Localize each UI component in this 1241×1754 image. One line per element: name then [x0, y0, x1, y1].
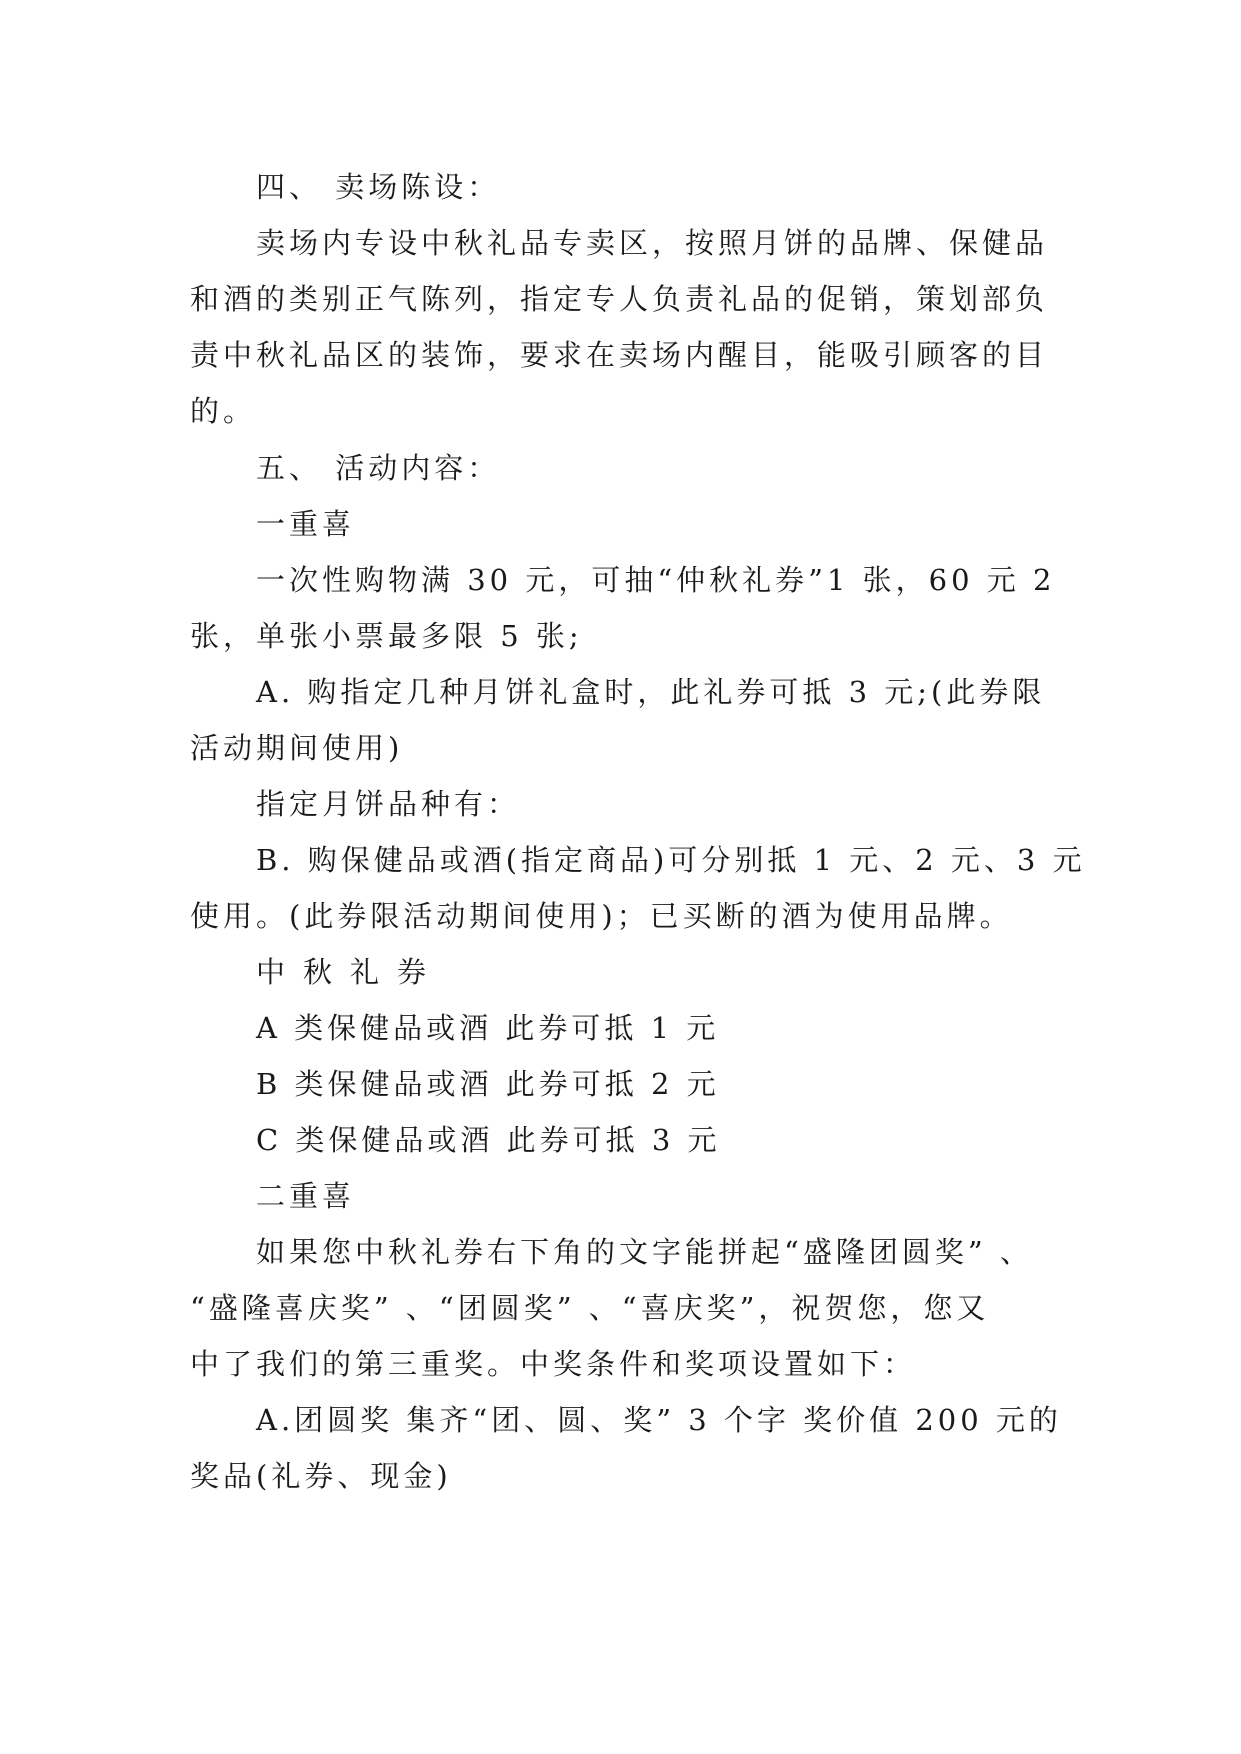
- section-heading-display: 四、 卖场陈设：: [256, 170, 501, 204]
- paragraph-line: 张，单张小票最多限 5 张;: [190, 619, 583, 653]
- paragraph-line: 和酒的类别正气陈列，指定专人负责礼品的促销，策划部负: [190, 282, 1049, 316]
- coupon-line-b: B 类保健品或酒 此券可抵 2 元: [256, 1067, 720, 1101]
- paragraph-line: 奖品(礼券、现金): [190, 1459, 452, 1493]
- paragraph-line: 的。: [190, 394, 257, 428]
- coupon-line-c: C 类保健品或酒 此券可抵 3 元: [256, 1123, 721, 1157]
- coupon-title: 中秋礼券: [256, 955, 445, 989]
- paragraph-line: “盛隆喜庆奖” 、“团圆奖” 、“喜庆奖”，祝贺您，您又: [190, 1291, 990, 1325]
- paragraph-line: 中了我们的第三重奖。中奖条件和奖项设置如下：: [190, 1347, 917, 1381]
- paragraph-line: 责中秋礼品区的装饰，要求在卖场内醒目，能吸引顾客的目: [190, 338, 1049, 372]
- paragraph-line: 活动期间使用): [190, 731, 404, 765]
- paragraph-line: A. 购指定几种月饼礼盒时，此礼券可抵 3 元;(此券限: [256, 675, 1046, 709]
- subheading-first-prize: 一重喜: [256, 507, 356, 541]
- subheading-second-prize: 二重喜: [256, 1179, 356, 1213]
- paragraph-line: 指定月饼品种有：: [256, 787, 521, 821]
- paragraph-line: B. 购保健品或酒(指定商品)可分别抵 1 元、2 元、3 元: [256, 843, 1086, 877]
- paragraph-line: 使用。(此券限活动期间使用)；已买断的酒为使用品牌。: [190, 899, 1013, 933]
- section-heading-activities: 五、 活动内容：: [256, 451, 501, 485]
- coupon-line-a: A 类保健品或酒 此券可抵 1 元: [256, 1011, 720, 1045]
- paragraph-line: 一次性购物满 30 元，可抽“仲秋礼券”1 张，60 元 2: [256, 563, 1056, 597]
- paragraph-line: A.团圆奖 集齐“团、圆、奖” 3 个字 奖价值 200 元的: [256, 1403, 1062, 1437]
- paragraph-line: 如果您中秋礼券右下角的文字能拼起“盛隆团圆奖” 、: [256, 1235, 1033, 1269]
- paragraph-line: 卖场内专设中秋礼品专卖区，按照月饼的品牌、保健品: [256, 226, 1049, 260]
